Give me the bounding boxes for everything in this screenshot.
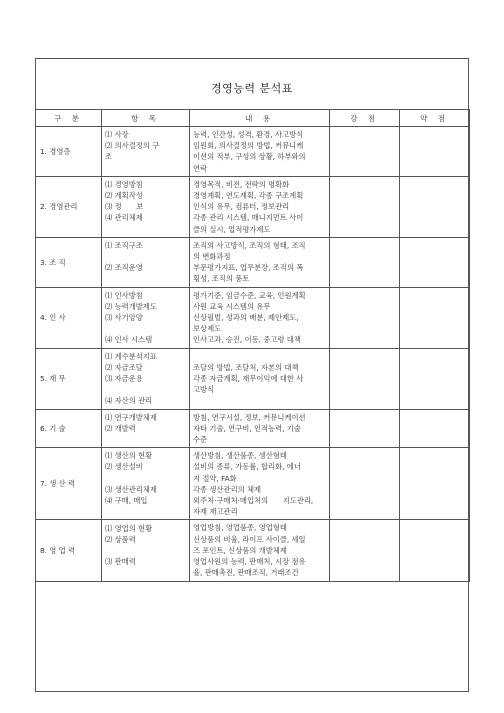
content-line: 수준: [193, 435, 208, 445]
row-strength-cell[interactable]: [330, 127, 400, 177]
item-line: [105, 434, 186, 445]
content-line: 각종 생산관리의 체제: [193, 484, 262, 494]
item-line: ⑷ 자산의 관리: [105, 396, 153, 406]
item-line: ⑵ 계획작성: [105, 191, 143, 201]
content-line: 외주처·구매처·매입처의 지도관리,: [193, 496, 314, 506]
row-weakness-cell[interactable]: [400, 448, 470, 520]
row-strength-cell[interactable]: [330, 409, 400, 448]
content-line: [193, 395, 326, 406]
item-line: ⑵ 능력개발제도: [105, 301, 157, 311]
row-category: 4. 인 사: [36, 287, 102, 348]
table-row: [36, 520, 470, 581]
content-line: 자타 기술, 연구비, 인적능력, 기술: [193, 423, 301, 433]
row-category: 6. 기 술: [36, 409, 102, 448]
content-line: 이션의 적부, 구성의 상황, 하부와의: [193, 152, 306, 162]
table-row: [36, 348, 470, 409]
content-line: 연락: [193, 163, 208, 173]
content-line: 신상품의 비율, 라이프 사이클, 세일: [193, 534, 306, 544]
row-content: [190, 127, 330, 177]
row-category: 1. 경영층: [36, 127, 102, 177]
row-strength-cell[interactable]: [330, 287, 400, 348]
item-line: ⑴ 인사방침: [105, 290, 143, 300]
item-line: ⑶ 판매력: [105, 557, 136, 567]
content-line: 영업사원의 능력, 판매처, 시장 점유: [193, 557, 306, 567]
item-line: [105, 224, 186, 235]
row-strength-cell[interactable]: [330, 520, 400, 581]
row-items: [102, 409, 190, 448]
row-content: [190, 448, 330, 520]
item-line: [105, 384, 186, 395]
item-line: [105, 251, 186, 262]
item-line: ⑵ 상품력: [105, 534, 136, 544]
table-row: [36, 176, 470, 237]
row-strength-cell[interactable]: [330, 348, 400, 409]
item-line: ⑷ 인사 시스템: [105, 335, 153, 345]
content-line: 조달의 방법, 조달처, 자본의 대책: [193, 362, 299, 372]
content-line: 영업방침, 영업품종, 영업형태: [193, 523, 287, 533]
content-line: 조직의 사고방식, 조직의 형태, 조직: [193, 240, 306, 250]
analysis-table: [35, 109, 470, 582]
item-line: ⑴ 조직구조: [105, 240, 143, 250]
header-category: 구 분: [36, 110, 102, 127]
row-category: 7. 생 산 력: [36, 448, 102, 520]
page-title: 경영능력 분석표: [211, 82, 293, 95]
row-items: [102, 348, 190, 409]
row-items: [102, 520, 190, 581]
row-weakness-cell[interactable]: [400, 409, 470, 448]
content-line: 각종 자금계획, 재무이익에 대한 사: [193, 374, 304, 384]
item-line: ⑴ 사장: [105, 130, 129, 139]
analysis-sheet: [35, 58, 469, 692]
item-line: ⑴ 영업의 현황: [105, 523, 153, 533]
row-items: [102, 237, 190, 287]
item-line: ⑶ 사기앙양: [105, 313, 143, 323]
row-category: 5. 재 무: [36, 348, 102, 409]
row-weakness-cell[interactable]: [400, 237, 470, 287]
item-line: ⑶ 생산관리체제: [105, 484, 157, 494]
content-line: 보상제도: [193, 324, 222, 334]
content-line: 인식의 유무, 컴퓨터, 정보관리: [193, 202, 290, 212]
table-row: [36, 409, 470, 448]
item-line: [105, 567, 186, 578]
item-line: 조: [105, 152, 113, 162]
row-weakness-cell[interactable]: [400, 127, 470, 177]
content-line: 생산방침, 생산품종, 생산형태: [193, 451, 287, 461]
content-line: 지 절약, FA화: [193, 473, 237, 483]
content-line: 신상필벌, 성과의 배분, 제안제도,: [193, 313, 299, 323]
content-line: 인사고과, 승진, 이동, 중고령 대책: [193, 335, 301, 345]
row-content: [190, 237, 330, 287]
content-line: 각종 관리 시스템, 매니지먼트 사이: [193, 213, 304, 223]
content-line: 설비의 종류, 가동률, 합리화, 에너: [193, 462, 301, 472]
item-line: [105, 323, 186, 334]
content-line: 의 변화과정: [193, 252, 231, 262]
row-content: [190, 287, 330, 348]
table-row: [36, 127, 470, 177]
item-line: ⑵ 개발력: [105, 423, 136, 433]
row-strength-cell[interactable]: [330, 237, 400, 287]
item-line: [105, 273, 186, 284]
item-line: ⑷ 구매, 매입: [105, 496, 148, 506]
content-line: 임원회, 의사결정의 방법, 커뮤니케: [193, 141, 304, 151]
row-content: [190, 520, 330, 581]
item-line: ⑵ 의사결정의 구: [105, 141, 160, 151]
content-line: 클의 실시, 업적평가제도: [193, 224, 271, 234]
row-content: [190, 176, 330, 237]
content-line: 자재 재고관리: [193, 507, 238, 517]
item-line: [105, 545, 186, 556]
item-line: [105, 506, 186, 517]
table-row: [36, 448, 470, 520]
content-line: 사원 교육 시스템의 유무: [193, 301, 271, 311]
content-line: 고방식: [193, 385, 215, 395]
row-strength-cell[interactable]: [330, 176, 400, 237]
row-strength-cell[interactable]: [330, 448, 400, 520]
header-row: [36, 110, 470, 127]
table-row: [36, 287, 470, 348]
item-line: ⑵ 조직운영: [105, 263, 143, 273]
content-line: 즈 포인트, 신상품의 개발체제: [193, 545, 287, 555]
row-category: 2. 경영관리: [36, 176, 102, 237]
item-line: ⑴ 생산의 현황: [105, 451, 153, 461]
row-weakness-cell[interactable]: [400, 348, 470, 409]
content-line: 평가기준, 임금수준, 교육, 인원계획: [193, 290, 306, 300]
content-line: 방침, 연구시설, 정보, 커뮤니케이션: [193, 412, 306, 422]
row-category: 3. 조 직: [36, 237, 102, 287]
row-items: [102, 287, 190, 348]
header-weakness: 약 점: [400, 110, 470, 127]
item-line: ⑴ 계수분석지표: [105, 351, 157, 361]
content-line: 율, 판매촉진, 판매조직, 거래조건: [193, 568, 299, 578]
item-line: [105, 473, 186, 484]
header-content: 내 용: [190, 110, 330, 127]
content-line: 경영계획, 연도계획, 각종 구조계획: [193, 191, 304, 201]
item-line: ⑵ 생산설비: [105, 462, 143, 472]
row-category: 8. 영 업 력: [36, 520, 102, 581]
item-line: [105, 163, 186, 174]
row-weakness-cell[interactable]: [400, 176, 470, 237]
row-items: [102, 176, 190, 237]
row-items: [102, 127, 190, 177]
item-line: ⑷ 관리체제: [105, 213, 143, 223]
content-line: 능력, 인간성, 성격, 환경, 사고방식: [193, 130, 304, 139]
header-strength: 강 점: [330, 110, 400, 127]
content-line: 부문평가지표, 업무분장, 조직의 폭: [193, 263, 304, 273]
row-items: [102, 448, 190, 520]
content-line: [193, 351, 326, 362]
item-line: ⑵ 자금조달: [105, 362, 143, 372]
row-weakness-cell[interactable]: [400, 520, 470, 581]
content-line: 경영목적, 비전, 전략의 명확화: [193, 179, 290, 189]
item-line: ⑶ 정 보: [105, 202, 144, 212]
item-line: ⑴ 연구개발체제: [105, 412, 157, 422]
header-item: 항 목: [102, 110, 190, 127]
row-weakness-cell[interactable]: [400, 287, 470, 348]
row-content: [190, 348, 330, 409]
content-line: 횡성, 조직의 풍토: [193, 274, 250, 284]
table-row: [36, 237, 470, 287]
item-line: ⑴ 경영방침: [105, 179, 143, 189]
row-content: [190, 409, 330, 448]
item-line: ⑶ 자금운용: [105, 374, 143, 384]
